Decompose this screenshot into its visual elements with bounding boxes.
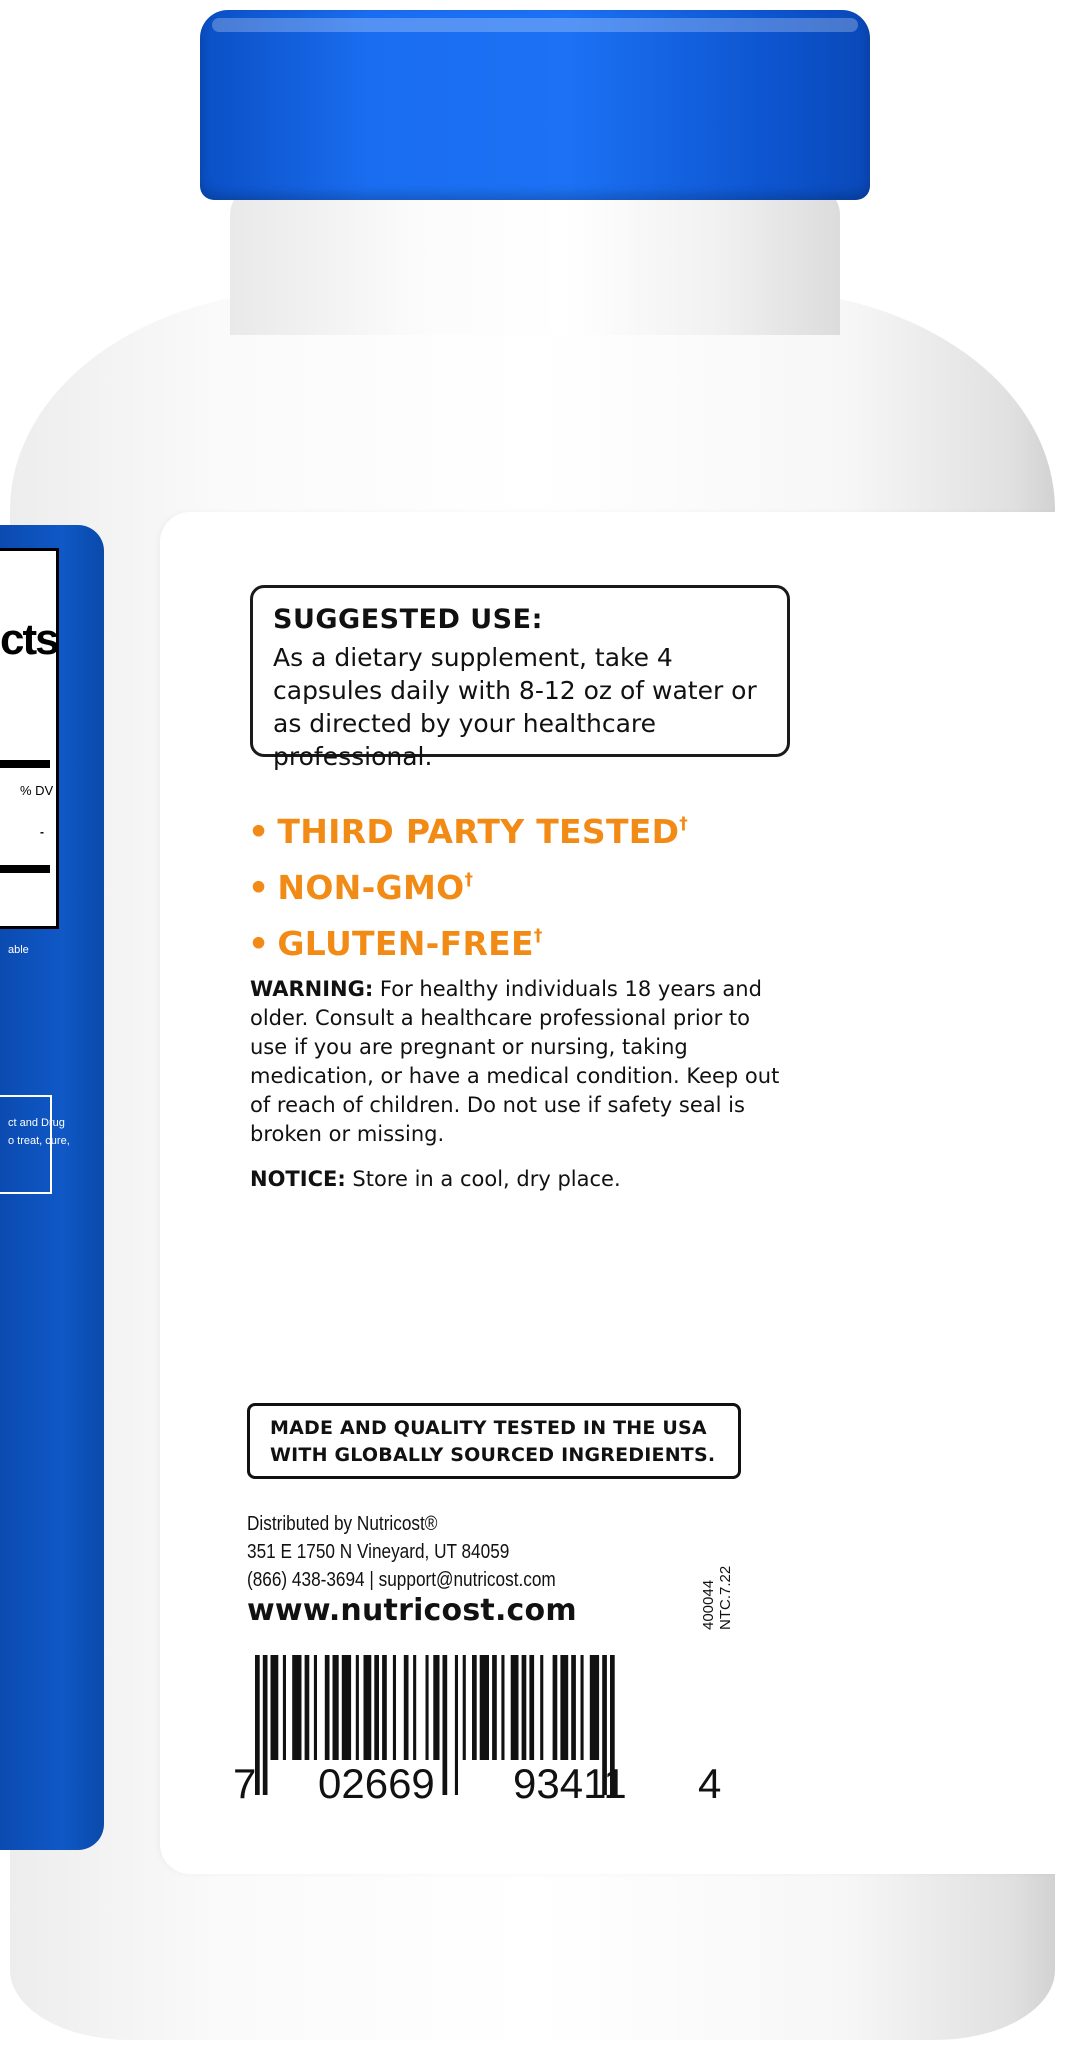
barcode-bar	[529, 1655, 534, 1760]
claim-item: • GLUTEN-FREE†	[248, 924, 543, 963]
barcode-left-group: 02669	[318, 1760, 435, 1807]
barcode-digit-first: 7	[233, 1760, 257, 1807]
facts-rule	[0, 865, 50, 873]
barcode-digit-last: 4	[698, 1760, 722, 1807]
barcode-bar	[404, 1655, 409, 1760]
warning-text: WARNING: For healthy individuals 18 years and older. Consult a healthcare professional prior to use if you are pregnant or nursing, taking medication, or have a medical condition. Keep out of reach of children. Do not use if safety seal is broken or missing.	[250, 977, 780, 1146]
side-note: able	[8, 944, 29, 956]
barcode-bar	[433, 1655, 439, 1760]
barcode-bar	[413, 1655, 416, 1760]
barcode-bar	[455, 1655, 458, 1795]
suggested-use-heading: SUGGESTED USE:	[273, 604, 543, 635]
barcode-bar	[540, 1655, 543, 1760]
bottle-cap	[200, 10, 870, 200]
barcode-bar	[382, 1655, 387, 1760]
facts-dv-label: % DV	[20, 783, 54, 798]
suggested-use-text: As a dietary supplement, take 4 capsules daily with 8-12 oz of water or as directed by your healthcare professional.	[273, 643, 757, 771]
distributor-line: Distributed by Nutricost®	[247, 1513, 438, 1535]
barcode-bar	[325, 1655, 330, 1760]
notice-label: NOTICE:	[250, 1167, 346, 1191]
barcode-bar	[472, 1655, 477, 1760]
barcode-right-group: 93411	[513, 1760, 627, 1807]
side-disclaimer-line: o treat, cure,	[8, 1135, 70, 1147]
made-in-usa-line: MADE AND QUALITY TESTED IN THE USA	[270, 1417, 707, 1439]
facts-value: -	[40, 825, 44, 839]
address-line: 351 E 1750 N Vineyard, UT 84059	[247, 1541, 510, 1563]
barcode-bar	[560, 1655, 568, 1760]
claim-item: • THIRD PARTY TESTED†	[248, 812, 689, 851]
made-in-usa-line: WITH GLOBALLY SOURCED INGREDIENTS.	[270, 1444, 716, 1466]
barcode-bar	[553, 1655, 558, 1760]
barcode-bar	[305, 1655, 310, 1760]
bottle-neck	[230, 185, 840, 335]
suggested-use-box	[250, 585, 790, 771]
contact-line: (866) 438-3694 | support@nutricost.com	[247, 1569, 556, 1591]
lot-codes	[700, 1566, 734, 1630]
barcode-bar	[443, 1655, 448, 1795]
barcode-bar	[571, 1655, 576, 1760]
barcode-bar	[393, 1655, 396, 1760]
barcode-bar	[342, 1655, 351, 1760]
claim-item: • NON-GMO†	[248, 868, 474, 907]
barcode-bar	[314, 1655, 317, 1760]
supplement-facts-title: cts	[0, 615, 58, 664]
barcode-bar	[271, 1655, 279, 1760]
warning-label: WARNING:	[250, 977, 374, 1001]
barcode-bar	[480, 1655, 489, 1760]
barcode-bar	[333, 1655, 339, 1760]
barcode-bar	[581, 1655, 584, 1760]
barcode-bar	[522, 1655, 527, 1760]
side-disclaimer-line: ct and Drug	[8, 1117, 65, 1129]
barcode-bar	[501, 1655, 504, 1760]
claims-list	[248, 800, 688, 968]
barcode-bar	[263, 1655, 268, 1795]
barcode-bar	[511, 1655, 519, 1760]
barcode-bar	[283, 1655, 286, 1760]
version-code: NTC.7.22	[717, 1565, 734, 1630]
barcode-bar	[463, 1655, 466, 1760]
notice-text: NOTICE: Store in a cool, dry place.	[250, 1167, 621, 1191]
barcode-bar	[374, 1655, 379, 1760]
barcode-bar	[364, 1655, 372, 1760]
barcode-bar	[292, 1655, 301, 1760]
product-code: 400044	[700, 1579, 717, 1630]
barcode-bar	[356, 1655, 359, 1760]
barcode-bar	[590, 1655, 599, 1760]
distributor-info	[247, 1510, 556, 1594]
cap-highlight	[212, 18, 858, 32]
made-in-usa-box	[247, 1403, 741, 1479]
website-url: www.nutricost.com	[247, 1593, 577, 1628]
facts-rule	[0, 760, 50, 768]
barcode-bar	[492, 1655, 497, 1760]
barcode-bar	[426, 1655, 429, 1760]
